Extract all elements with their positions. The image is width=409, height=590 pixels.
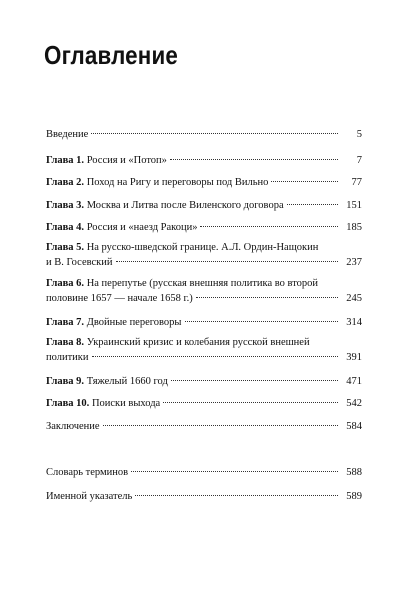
toc-entry-chapter-5[interactable] xyxy=(46,241,362,269)
chapter-prefix: Глава 8. xyxy=(46,337,85,348)
toc-entry-chapter-3[interactable] xyxy=(46,197,362,212)
toc-entry-title: Заключение xyxy=(46,421,100,432)
dot-leader xyxy=(196,287,338,298)
toc-entry-title-line-1: На перепутье (русская внешняя политика во второй xyxy=(86,278,319,289)
dot-leader xyxy=(135,485,338,496)
toc-entry-title: Поиски выхода xyxy=(91,398,161,409)
toc-entry-title: Двойные переговоры xyxy=(86,317,182,328)
dot-leader xyxy=(287,194,338,205)
toc-entry-conclusion[interactable] xyxy=(46,418,362,433)
dot-leader xyxy=(200,216,338,227)
dot-leader xyxy=(103,415,338,426)
dot-leader xyxy=(185,311,339,322)
toc-entry-title-line-2: и В. Госевский xyxy=(46,257,113,268)
page-title: Оглавление xyxy=(44,40,178,70)
chapter-prefix: Глава 6. xyxy=(46,278,85,289)
toc-entry-title: Москва и Литва после Виленского договора xyxy=(86,200,284,211)
toc-entry-glossary[interactable] xyxy=(46,464,362,479)
toc-entry-introduction[interactable] xyxy=(46,126,362,141)
toc-entry-chapter-1[interactable] xyxy=(46,152,362,167)
toc-page-number: 77 xyxy=(351,177,362,188)
toc-entry-chapter-7[interactable] xyxy=(46,314,362,329)
chapter-prefix: Глава 4. xyxy=(46,222,85,233)
dot-leader xyxy=(131,461,338,472)
toc-page-number: 589 xyxy=(346,491,362,502)
toc-page-number: 471 xyxy=(346,376,362,387)
toc-entry-title: Поход на Ригу и переговоры под Вильно xyxy=(86,177,269,188)
chapter-prefix: Глава 2. xyxy=(46,177,85,188)
chapter-prefix: Глава 1. xyxy=(46,155,85,166)
toc-page-number: 7 xyxy=(356,155,362,166)
toc-page-number: 5 xyxy=(356,129,362,140)
toc-entry-title-line-2: политики xyxy=(46,352,89,363)
toc-entry-chapter-2[interactable] xyxy=(46,174,362,189)
toc-page-number: 185 xyxy=(346,222,362,233)
toc-entry-chapter-9[interactable] xyxy=(46,373,362,388)
dot-leader xyxy=(271,171,338,182)
toc-page-number: 584 xyxy=(346,421,362,432)
chapter-prefix: Глава 3. xyxy=(46,200,85,211)
dot-leader xyxy=(163,392,338,403)
toc-entry-chapter-4[interactable] xyxy=(46,219,362,234)
toc-page-number: 151 xyxy=(346,200,362,211)
toc-page-number: 588 xyxy=(346,467,362,478)
toc-page-number: 391 xyxy=(346,352,362,363)
toc-entry-title: Именной указатель xyxy=(46,491,133,502)
toc-entry-chapter-6[interactable] xyxy=(46,277,362,305)
toc-page-number: 542 xyxy=(346,398,362,409)
chapter-prefix: Глава 10. xyxy=(46,398,90,409)
chapter-prefix: Глава 9. xyxy=(46,376,85,387)
toc-entry-chapter-10[interactable] xyxy=(46,395,362,410)
toc-page-number: 237 xyxy=(346,257,362,268)
toc-entry-title: Россия и «Потоп» xyxy=(86,155,167,166)
toc-entry-title: Введение xyxy=(46,129,89,140)
chapter-prefix: Глава 7. xyxy=(46,317,85,328)
dot-leader xyxy=(171,370,338,381)
toc-entry-title-line-1: На русско-шведской границе. А.Л. Ордин-Нащокин xyxy=(86,242,319,253)
toc-entry-title-line-1: Украинский кризис и колебания русской внешней xyxy=(86,337,310,348)
toc-page-number: 245 xyxy=(346,293,362,304)
toc-page-number: 314 xyxy=(346,317,362,328)
toc-entry-title-line-2: половине 1657 — начале 1658 г.) xyxy=(46,293,193,304)
toc-entry-title: Тяжелый 1660 год xyxy=(86,376,168,387)
chapter-prefix: Глава 5. xyxy=(46,242,85,253)
toc-entry-chapter-8[interactable] xyxy=(46,336,362,364)
toc-entry-name-index[interactable] xyxy=(46,488,362,503)
toc-entry-title: Россия и «наезд Ракоци» xyxy=(86,222,198,233)
toc-entry-title: Словарь терминов xyxy=(46,467,129,478)
dot-leader xyxy=(116,251,338,262)
dot-leader xyxy=(91,123,338,134)
dot-leader xyxy=(92,346,338,357)
dot-leader xyxy=(170,149,338,160)
